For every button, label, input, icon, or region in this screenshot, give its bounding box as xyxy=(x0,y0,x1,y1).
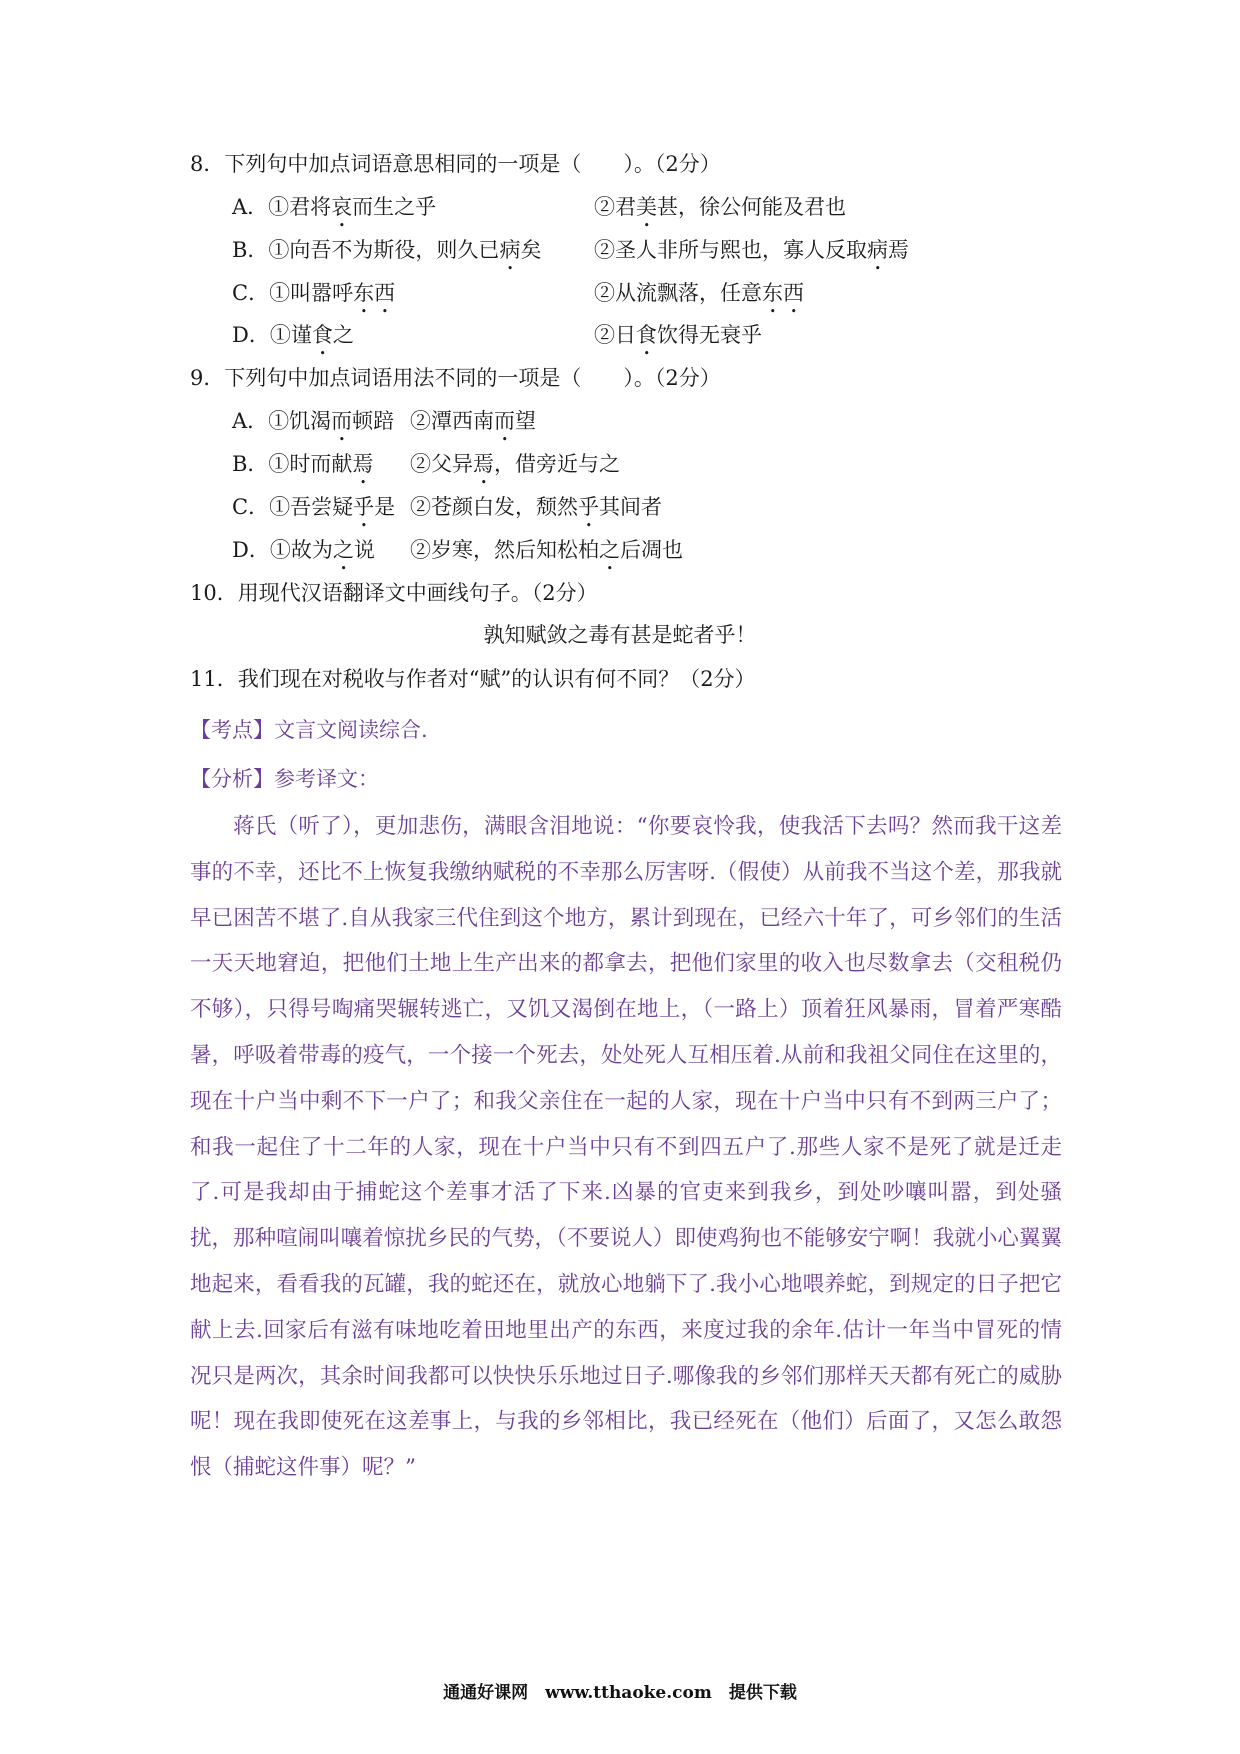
q8-option-c-1: C．①叫嚣呼东西 xyxy=(232,281,396,305)
q9-option-a-1: A．①饥渴而顿踣 xyxy=(232,409,395,433)
q9-option-c-2: ②苍颜白发，颓然乎其间者 xyxy=(410,495,662,519)
emphasis-word: 而 xyxy=(494,409,515,433)
kaodian-label: 【考点】文言文阅读综合. xyxy=(190,718,428,742)
emphasis-word: 食 xyxy=(311,323,333,347)
q8-stem: 8．下列句中加点词语意思相同的一项是（ ）。（2分） xyxy=(190,152,721,176)
emphasis-word: 食 xyxy=(636,323,657,347)
q8-option-b-2: ②圣人非所与熙也，寡人反取病焉 xyxy=(594,238,909,262)
q8-option-a-1: A．①君将哀而生之乎 xyxy=(232,195,437,219)
q10-stem: 10．用现代汉语翻译文中画线句子。（2分） xyxy=(190,581,598,605)
emphasis-word: 东西 xyxy=(762,281,804,305)
q9-option-b-1: B．①时而献焉 xyxy=(232,452,374,476)
q8-option-b-1: B．①向吾不为斯役，则久已病矣 xyxy=(232,238,542,262)
emphasis-word: 病 xyxy=(499,238,521,262)
emphasis-word: 焉 xyxy=(352,452,374,476)
emphasis-word: 之 xyxy=(599,538,620,562)
q8-option-a-2: ②君美甚，徐公何能及君也 xyxy=(594,195,846,219)
emphasis-word: 乎 xyxy=(578,495,599,519)
q8-option-c-2: ②从流飘落，任意东西 xyxy=(594,281,804,305)
emphasis-word: 之 xyxy=(332,538,354,562)
emphasis-word: 东西 xyxy=(353,281,396,305)
emphasis-word: 哀 xyxy=(331,195,353,219)
q9-option-a-2: ②潭西南而望 xyxy=(410,409,536,433)
q9-option-d-2: ②岁寒，然后知松柏之后凋也 xyxy=(410,538,683,562)
emphasis-word: 而 xyxy=(331,409,353,433)
q9-stem: 9．下列句中加点词语用法不同的一项是（ ）。（2分） xyxy=(190,366,721,390)
q9-option-c-1: C．①吾尝疑乎是 xyxy=(232,495,396,519)
emphasis-word: 病 xyxy=(867,238,888,262)
emphasis-word: 焉 xyxy=(473,452,494,476)
emphasis-word: 美 xyxy=(636,195,657,219)
page-footer: 通通好课网 www.tthaoke.com 提供下载 xyxy=(443,1683,797,1703)
emphasis-word: 乎 xyxy=(353,495,375,519)
q8-option-d-1: D．①谨食之 xyxy=(232,323,354,347)
fenxi-label: 【分析】参考译文： xyxy=(190,767,379,791)
q9-option-d-1: D．①故为之说 xyxy=(232,538,375,562)
translation-paragraph: 蒋氏（听了），更加悲伤，满眼含泪地说：“你要哀怜我，使我活下去吗？然而我干这差事的不幸，还比不上恢复我缴纳赋税的不幸那么厉害呀.（假使）从前我不当这个差，那我就早已困苦不堪了.自从我家三代住到这个地方，累计到现在，已经六十年了，可乡邻们的生活一天天地窘迫，把他们土地上生产出来的都拿去，把他们家里的收入也尽数拿去（交租税仍不够），只得号啕痛哭辗转逃亡，又饥又渴倒在地上，（一路上）顶着狂风暴雨，冒着严寒酷暑，呼吸着带毒的疫气，一个接一个死去，处处死人互相压着.从前和我祖父同住在这里的，现在十户当中剩不下一户了；和我父亲住在一起的人家，现在十户当中只有不到两三户了；和我一起住了十二年的人家，现在十户当中只有不到四五户了.那些人家不是死了就是迁走了.可是我却由于捕蛇这个差事才活了下来.凶暴的官吏来到我乡，到处吵嚷叫嚣，到处骚扰，那种喧闹叫嚷着惊扰乡民的气势，（不要说人）即使鸡狗也不能够安宁啊！我就小心翼翼地起来，看看我的瓦罐，我的蛇还在，就放心地躺下了.我小心地喂养蛇，到规定的日子把它献上去.回家后有滋有味地吃着田地里出产的东西，来度过我的余年.估计一年当中冒死的情况只是两次，其余时间我都可以快快乐乐地过日子.哪像我的乡邻们那样天天都有死亡的威胁呢！现在我即使死在这差事上，与我的乡邻相比，我已经死在（他们）后面了，又怎么敢怨恨（捕蛇这件事）呢？” xyxy=(190,814,1062,1481)
q10-sentence: 孰知赋敛之毒有甚是蛇者乎！ xyxy=(483,623,757,647)
q11-stem: 11．我们现在对税收与作者对“赋”的认识有何不同？（2分） xyxy=(190,667,756,691)
q9-option-b-2: ②父异焉，借旁近与之 xyxy=(410,452,620,476)
q8-option-d-2: ②日食饮得无衰乎 xyxy=(594,323,762,347)
